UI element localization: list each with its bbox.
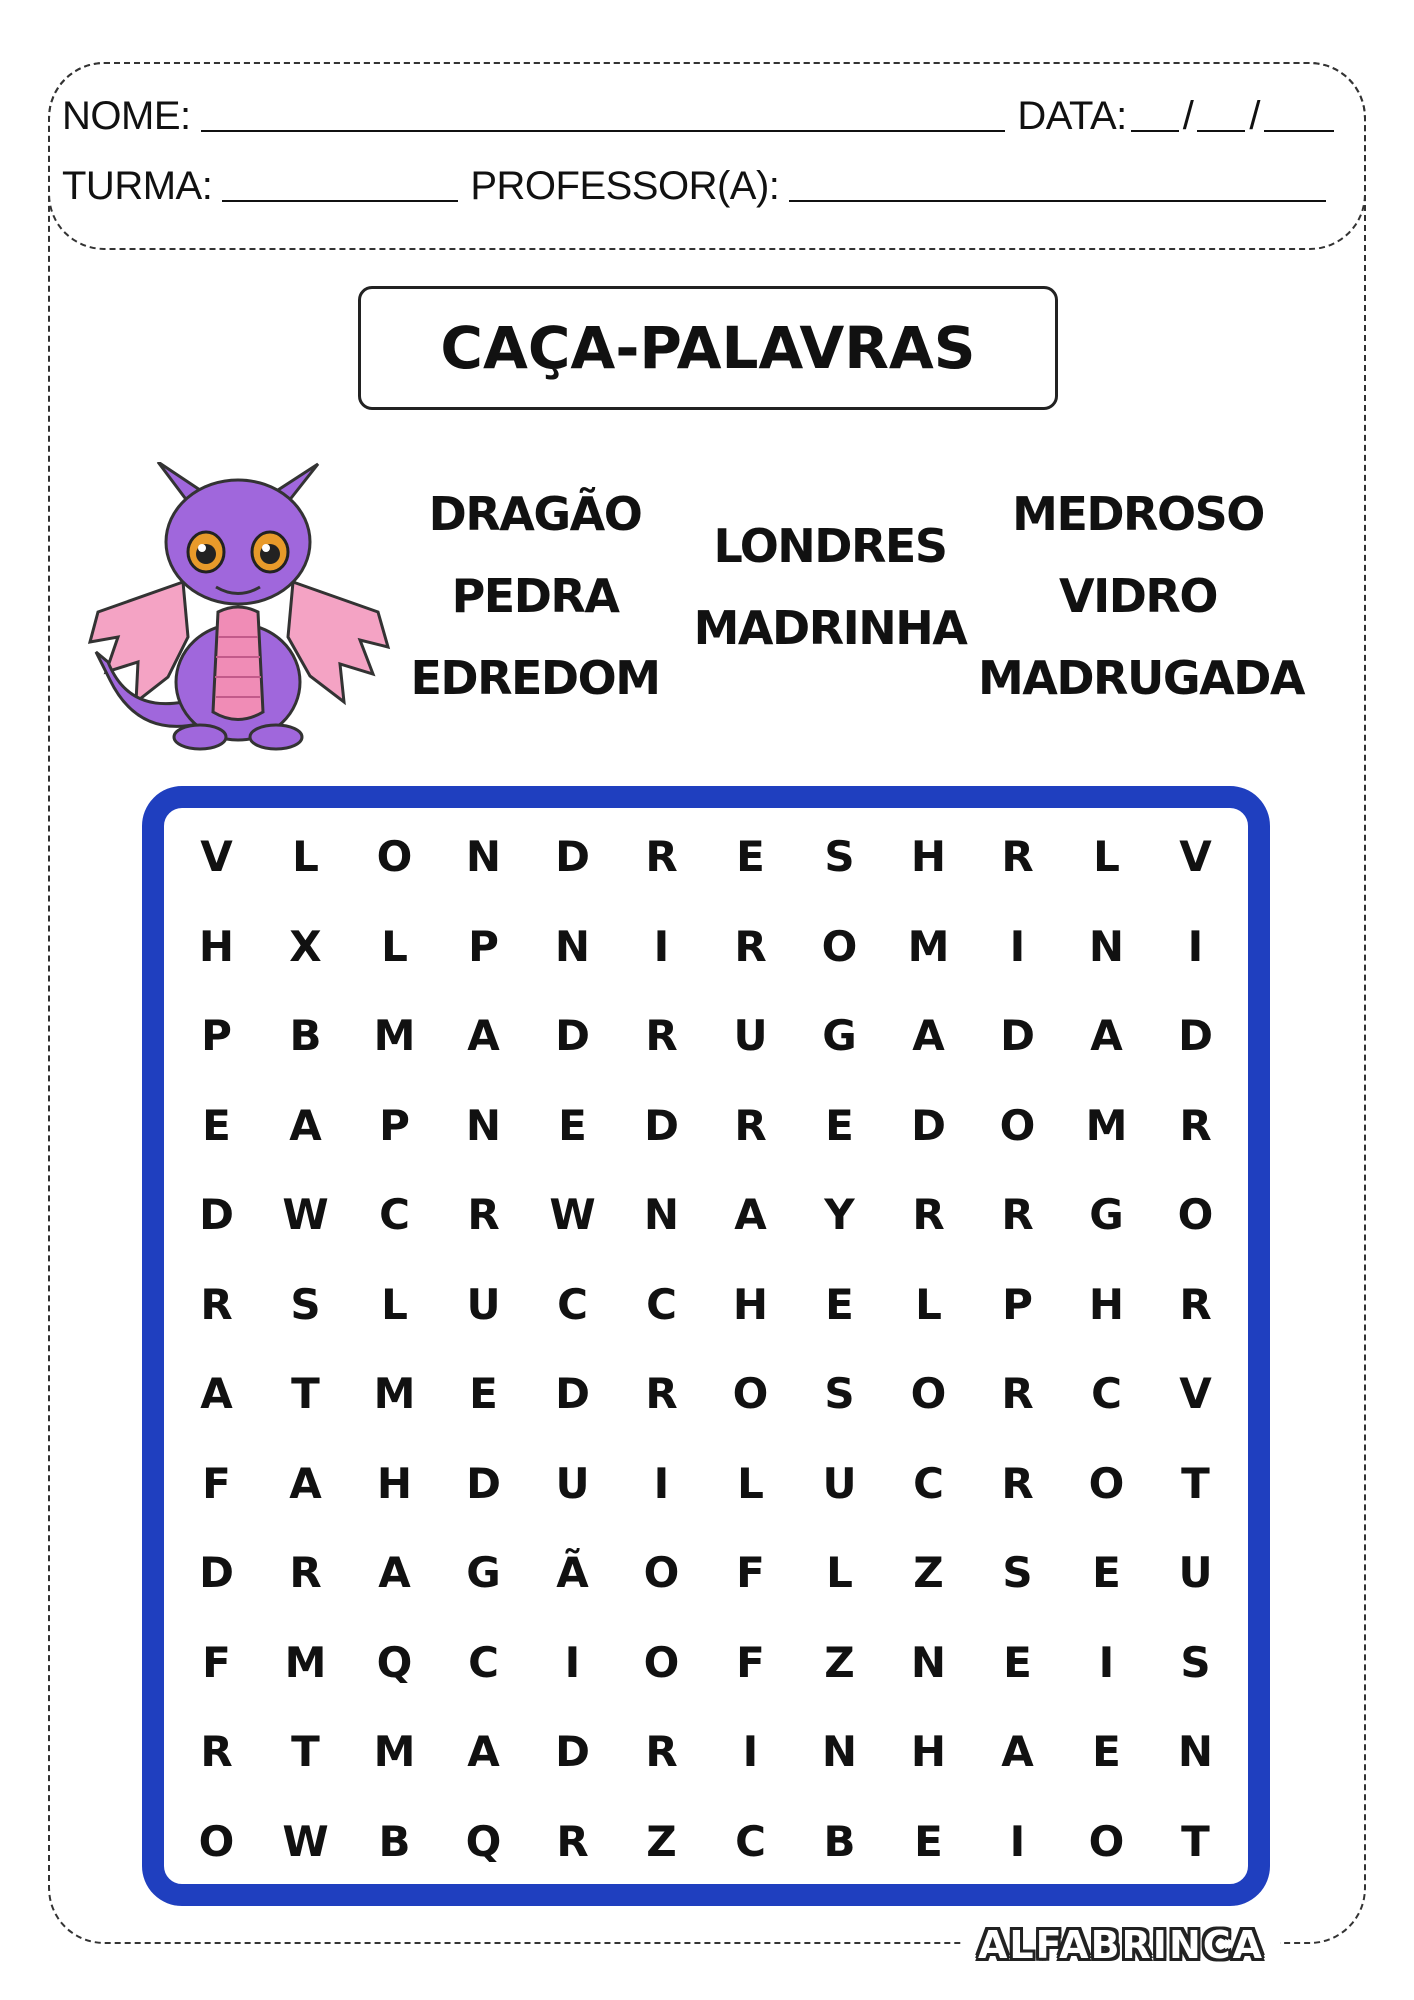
grid-cell[interactable]: V bbox=[200, 832, 233, 882]
grid-cell[interactable]: D bbox=[911, 1100, 946, 1150]
grid-cell[interactable]: M bbox=[907, 921, 950, 971]
grid-cell[interactable]: H bbox=[376, 1458, 413, 1508]
grid-cell[interactable]: N bbox=[1088, 921, 1125, 971]
grid-cell[interactable]: A bbox=[467, 1727, 500, 1777]
word-bank-column-2 bbox=[690, 505, 970, 669]
grid-cell[interactable]: F bbox=[736, 1637, 765, 1687]
grid-cell[interactable]: D bbox=[555, 1727, 590, 1777]
grid-cell[interactable]: S bbox=[824, 832, 855, 882]
grid-cell[interactable]: A bbox=[200, 1369, 233, 1419]
grid-cell[interactable]: M bbox=[373, 1727, 416, 1777]
date-day-field[interactable] bbox=[1131, 130, 1179, 132]
word-bank-item: DRAGÃO bbox=[428, 487, 642, 541]
grid-cell[interactable]: R bbox=[1001, 1190, 1034, 1240]
grid-cell[interactable]: D bbox=[466, 1458, 501, 1508]
name-date-row bbox=[62, 96, 1338, 136]
grid-cell[interactable]: G bbox=[1089, 1190, 1124, 1240]
word-bank-item: EDREDOM bbox=[410, 651, 660, 705]
brand-logo: ALFABRINCA bbox=[962, 1920, 1280, 1970]
grid-cell[interactable]: O bbox=[999, 1100, 1036, 1150]
grid-cell[interactable]: R bbox=[289, 1548, 322, 1598]
grid-cell[interactable]: T bbox=[291, 1369, 320, 1419]
grid-cell[interactable]: H bbox=[910, 832, 947, 882]
name-label: NOME: bbox=[62, 94, 191, 138]
grid-cell[interactable]: L bbox=[381, 921, 408, 971]
grid-cell[interactable]: D bbox=[199, 1548, 234, 1598]
grid-cell[interactable]: L bbox=[1093, 832, 1120, 882]
grid-cell[interactable]: E bbox=[1003, 1637, 1032, 1687]
grid-cell[interactable]: E bbox=[914, 1816, 943, 1866]
grid-cell[interactable]: R bbox=[1179, 1100, 1212, 1150]
grid-cell[interactable]: H bbox=[1088, 1279, 1125, 1329]
grid-cell[interactable]: R bbox=[645, 1727, 678, 1777]
grid-cell[interactable]: D bbox=[1178, 1011, 1213, 1061]
grid-cell[interactable]: O bbox=[821, 921, 858, 971]
grid-cell[interactable]: V bbox=[1179, 1369, 1212, 1419]
grid-cell[interactable]: N bbox=[465, 1100, 502, 1150]
grid-cell[interactable]: D bbox=[644, 1100, 679, 1150]
word-bank-item: PEDRA bbox=[451, 569, 619, 623]
grid-cell[interactable]: A bbox=[734, 1190, 767, 1240]
grid-cell[interactable]: U bbox=[1178, 1548, 1213, 1598]
grid-cell[interactable]: L bbox=[737, 1458, 764, 1508]
grid-cell[interactable]: L bbox=[915, 1279, 942, 1329]
word-bank-column-3 bbox=[978, 473, 1304, 719]
class-teacher-row bbox=[62, 166, 1338, 206]
word-search-grid[interactable] bbox=[172, 812, 1240, 1886]
grid-cell[interactable]: A bbox=[912, 1011, 945, 1061]
grid-cell[interactable]: T bbox=[291, 1727, 320, 1777]
grid-cell[interactable]: I bbox=[653, 921, 670, 971]
grid-cell[interactable]: R bbox=[1001, 832, 1034, 882]
grid-cell[interactable]: U bbox=[555, 1458, 590, 1508]
grid-cell[interactable]: R bbox=[1001, 1369, 1034, 1419]
grid-cell[interactable]: D bbox=[555, 1011, 590, 1061]
grid-cell[interactable]: Z bbox=[646, 1816, 677, 1866]
grid-cell[interactable]: R bbox=[1001, 1458, 1034, 1508]
grid-cell[interactable]: R bbox=[912, 1190, 945, 1240]
grid-cell[interactable]: O bbox=[643, 1548, 680, 1598]
grid-cell[interactable]: I bbox=[1009, 1816, 1026, 1866]
word-bank-column-1 bbox=[400, 473, 670, 719]
grid-cell[interactable]: A bbox=[378, 1548, 411, 1598]
grid-cell[interactable]: F bbox=[202, 1637, 231, 1687]
grid-cell[interactable]: E bbox=[1092, 1548, 1121, 1598]
date-label: DATA: bbox=[1017, 94, 1127, 138]
word-bank-item: MADRUGADA bbox=[978, 651, 1304, 705]
grid-cell[interactable]: I bbox=[653, 1458, 670, 1508]
grid-cell[interactable]: O bbox=[198, 1816, 235, 1866]
grid-cell[interactable]: N bbox=[465, 832, 502, 882]
grid-cell[interactable]: O bbox=[376, 832, 413, 882]
grid-cell[interactable]: R bbox=[467, 1190, 500, 1240]
grid-cell[interactable]: C bbox=[735, 1816, 766, 1866]
teacher-label: PROFESSOR(A): bbox=[470, 164, 780, 208]
grid-cell[interactable]: E bbox=[202, 1100, 231, 1150]
grid-cell[interactable]: E bbox=[469, 1369, 498, 1419]
header-dashed-box bbox=[48, 62, 1366, 250]
grid-cell[interactable]: E bbox=[558, 1100, 587, 1150]
date-separator: / bbox=[1182, 94, 1194, 138]
grid-cell[interactable]: O bbox=[1088, 1816, 1125, 1866]
grid-cell[interactable]: X bbox=[289, 921, 322, 971]
class-field[interactable] bbox=[222, 200, 458, 202]
grid-cell[interactable]: E bbox=[825, 1100, 854, 1150]
grid-cell[interactable]: I bbox=[742, 1727, 759, 1777]
grid-cell[interactable]: A bbox=[1090, 1011, 1123, 1061]
grid-cell[interactable]: O bbox=[1177, 1190, 1214, 1240]
date-year-field[interactable] bbox=[1264, 130, 1334, 132]
grid-cell[interactable]: O bbox=[1088, 1458, 1125, 1508]
grid-cell[interactable]: O bbox=[643, 1637, 680, 1687]
grid-cell[interactable]: B bbox=[289, 1011, 322, 1061]
grid-cell[interactable]: G bbox=[466, 1548, 501, 1598]
grid-cell[interactable]: D bbox=[199, 1190, 234, 1240]
grid-cell[interactable]: V bbox=[1179, 832, 1212, 882]
grid-cell[interactable]: L bbox=[381, 1279, 408, 1329]
grid-cell[interactable]: R bbox=[556, 1816, 589, 1866]
grid-cell[interactable]: M bbox=[373, 1011, 416, 1061]
grid-cell[interactable]: Ã bbox=[556, 1548, 589, 1598]
grid-cell[interactable]: R bbox=[645, 832, 678, 882]
class-label: TURMA: bbox=[62, 164, 213, 208]
name-field[interactable] bbox=[201, 130, 1006, 132]
grid-cell[interactable]: S bbox=[824, 1369, 855, 1419]
grid-cell[interactable]: R bbox=[645, 1369, 678, 1419]
grid-cell[interactable]: S bbox=[1002, 1548, 1033, 1598]
grid-cell[interactable]: R bbox=[734, 921, 767, 971]
grid-cell[interactable]: G bbox=[822, 1011, 857, 1061]
grid-cell[interactable]: T bbox=[1181, 1816, 1210, 1866]
grid-cell[interactable]: N bbox=[643, 1190, 680, 1240]
grid-cell[interactable]: N bbox=[821, 1727, 858, 1777]
grid-cell[interactable]: U bbox=[733, 1011, 768, 1061]
grid-cell[interactable]: A bbox=[289, 1100, 322, 1150]
word-bank-item: LONDRES bbox=[713, 519, 947, 573]
grid-cell[interactable]: L bbox=[826, 1548, 853, 1598]
grid-cell[interactable]: P bbox=[201, 1011, 232, 1061]
grid-cell[interactable]: T bbox=[1181, 1458, 1210, 1508]
grid-cell[interactable]: C bbox=[646, 1279, 677, 1329]
grid-cell[interactable]: E bbox=[736, 832, 765, 882]
dragon-illustration bbox=[88, 462, 392, 752]
grid-cell[interactable]: W bbox=[282, 1816, 329, 1866]
grid-cell[interactable]: P bbox=[468, 921, 499, 971]
grid-cell[interactable]: I bbox=[564, 1637, 581, 1687]
grid-cell[interactable]: I bbox=[1187, 921, 1204, 971]
grid-cell[interactable]: W bbox=[549, 1190, 596, 1240]
grid-cell[interactable]: R bbox=[200, 1279, 233, 1329]
grid-cell[interactable]: D bbox=[555, 832, 590, 882]
grid-cell[interactable]: M bbox=[284, 1637, 327, 1687]
grid-cell[interactable]: C bbox=[379, 1190, 410, 1240]
grid-cell[interactable]: S bbox=[290, 1279, 321, 1329]
grid-cell[interactable]: P bbox=[1002, 1279, 1033, 1329]
grid-cell[interactable]: N bbox=[554, 921, 591, 971]
grid-cell[interactable]: O bbox=[732, 1369, 769, 1419]
grid-cell[interactable]: F bbox=[736, 1548, 765, 1598]
grid-cell[interactable]: R bbox=[200, 1727, 233, 1777]
grid-cell[interactable]: H bbox=[732, 1279, 769, 1329]
grid-cell[interactable]: O bbox=[910, 1369, 947, 1419]
grid-cell[interactable]: E bbox=[1092, 1727, 1121, 1777]
grid-cell[interactable]: Z bbox=[913, 1548, 944, 1598]
grid-cell[interactable]: P bbox=[379, 1100, 410, 1150]
date-separator: / bbox=[1249, 94, 1260, 138]
word-bank-item: VIDRO bbox=[1059, 569, 1217, 623]
grid-cell[interactable]: U bbox=[466, 1279, 501, 1329]
grid-cell[interactable]: Q bbox=[465, 1816, 502, 1866]
word-bank-item: MEDROSO bbox=[1012, 487, 1264, 541]
grid-cell[interactable]: Y bbox=[824, 1190, 855, 1240]
grid-cell[interactable]: I bbox=[1009, 921, 1026, 971]
date-month-field[interactable] bbox=[1197, 130, 1245, 132]
grid-cell[interactable]: Q bbox=[376, 1637, 413, 1687]
grid-cell[interactable]: R bbox=[734, 1100, 767, 1150]
grid-cell[interactable]: B bbox=[823, 1816, 856, 1866]
grid-cell[interactable]: F bbox=[202, 1458, 231, 1508]
grid-cell[interactable]: D bbox=[1000, 1011, 1035, 1061]
grid-cell[interactable]: B bbox=[378, 1816, 411, 1866]
grid-cell[interactable]: S bbox=[1180, 1637, 1211, 1687]
word-bank-item: MADRINHA bbox=[693, 601, 967, 655]
grid-cell[interactable]: C bbox=[1091, 1369, 1122, 1419]
grid-cell[interactable]: N bbox=[1177, 1727, 1214, 1777]
grid-cell[interactable]: H bbox=[910, 1727, 947, 1777]
grid-cell[interactable]: U bbox=[822, 1458, 857, 1508]
grid-cell[interactable]: R bbox=[1179, 1279, 1212, 1329]
grid-cell[interactable]: A bbox=[1001, 1727, 1034, 1777]
grid-cell[interactable]: L bbox=[292, 832, 319, 882]
grid-cell[interactable]: Z bbox=[824, 1637, 855, 1687]
grid-cell[interactable]: A bbox=[467, 1011, 500, 1061]
grid-cell[interactable]: C bbox=[913, 1458, 944, 1508]
grid-cell[interactable]: N bbox=[910, 1637, 947, 1687]
grid-cell[interactable]: D bbox=[555, 1369, 590, 1419]
grid-cell[interactable]: A bbox=[289, 1458, 322, 1508]
grid-cell[interactable]: H bbox=[198, 921, 235, 971]
grid-cell[interactable]: C bbox=[468, 1637, 499, 1687]
teacher-field[interactable] bbox=[789, 200, 1326, 202]
grid-cell[interactable]: E bbox=[825, 1279, 854, 1329]
grid-cell[interactable]: R bbox=[645, 1011, 678, 1061]
grid-cell[interactable]: M bbox=[373, 1369, 416, 1419]
grid-cell[interactable]: W bbox=[282, 1190, 329, 1240]
page-title: CAÇA-PALAVRAS bbox=[358, 286, 1058, 410]
grid-cell[interactable]: M bbox=[1085, 1100, 1128, 1150]
grid-cell[interactable]: I bbox=[1098, 1637, 1115, 1687]
grid-cell[interactable]: C bbox=[557, 1279, 588, 1329]
